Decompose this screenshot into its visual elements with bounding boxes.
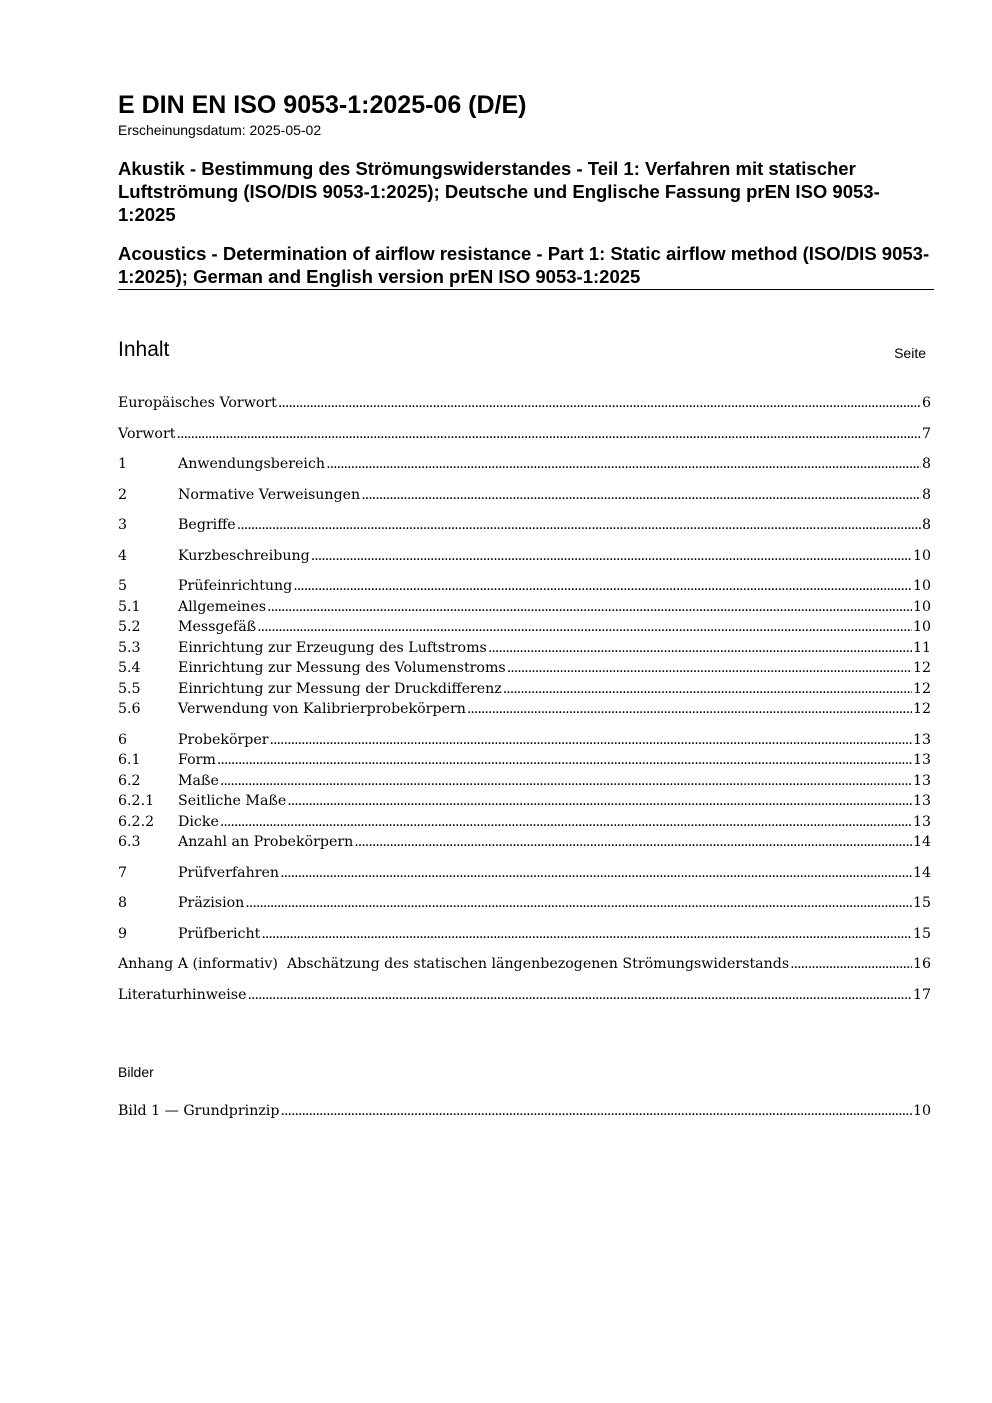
toc-entry-number: 5.2 — [118, 619, 141, 635]
toc-entry-label: Probekörper — [178, 731, 269, 748]
toc-entry-page: 10 — [912, 598, 931, 615]
toc-entry-page: 15 — [912, 925, 931, 942]
toc-entry-page: 17 — [912, 986, 931, 1003]
toc-entry[interactable] — [118, 924, 931, 945]
toc-entry-page: 13 — [912, 731, 931, 748]
toc-leader-dots — [503, 679, 912, 700]
toc-entry-page: 13 — [912, 793, 931, 809]
toc-entry-label: Präzision — [178, 895, 245, 911]
toc-entry-page: 12 — [912, 680, 931, 697]
toc-entry[interactable] — [118, 597, 931, 618]
toc-entry[interactable] — [118, 546, 931, 567]
toc-entry[interactable] — [118, 730, 931, 751]
toc-leader-dots — [278, 393, 921, 414]
toc-entry-page: 13 — [912, 772, 931, 789]
toc-leader-dots — [176, 424, 921, 445]
toc-entry-label: Literaturhinweise — [118, 986, 247, 1003]
toc-entry-page: 8 — [921, 456, 931, 472]
toc-entry-number: 3 — [118, 517, 128, 533]
toc-leader-dots — [257, 617, 912, 638]
toc-entry[interactable] — [118, 812, 931, 833]
toc-entry-page: 11 — [912, 639, 931, 656]
toc-leader-dots — [488, 638, 912, 659]
toc-entry-label: Prüfverfahren — [178, 864, 280, 881]
toc-entry-label: Vorwort — [118, 425, 176, 442]
toc-leader-dots — [790, 954, 912, 975]
toc-entry-label: Anhang A (informativ) Abschätzung des statischen längenbezogenen Strömungswiderstands — [118, 956, 790, 972]
toc-leader-dots — [326, 454, 921, 475]
toc-entry-label: Verwendung von Kalibrierprobekörpern — [178, 701, 466, 717]
toc-entry-number: 7 — [118, 864, 128, 881]
toc-entry-label: Prüfbericht — [178, 925, 261, 942]
toc-leader-dots — [247, 985, 911, 1006]
toc-leader-dots — [293, 576, 912, 597]
toc-entry-label: Form — [178, 752, 216, 768]
toc-entry-number: 8 — [118, 895, 128, 911]
toc-entry-page: 14 — [912, 834, 931, 850]
toc-entry-page: 14 — [912, 864, 931, 881]
toc-entry-page: 10 — [912, 547, 931, 564]
toc-entry[interactable] — [118, 699, 931, 720]
toc-heading-row — [118, 338, 926, 366]
toc-entry-page: 12 — [912, 660, 931, 676]
toc-entry-number: 5.1 — [118, 598, 141, 615]
toc-leader-dots — [507, 658, 912, 679]
toc-entry-label: Prüfeinrichtung — [178, 578, 293, 594]
toc-entry-page: 7 — [921, 425, 931, 442]
toc-entry-label: Einrichtung zur Messung des Volumenstroms — [178, 660, 506, 676]
toc-entry[interactable] — [118, 863, 931, 884]
toc-entry-label: Begriffe — [178, 517, 236, 533]
toc-entry-label: Dicke — [178, 813, 219, 830]
toc-entry[interactable] — [118, 679, 931, 700]
toc-entry[interactable] — [118, 750, 931, 771]
toc-entry[interactable] — [118, 454, 931, 475]
toc-entry-page: 13 — [912, 752, 931, 768]
toc-entry[interactable] — [118, 985, 931, 1006]
toc-entry-number: 2 — [118, 486, 128, 503]
toc-entry[interactable] — [118, 485, 931, 506]
toc-entry[interactable] — [118, 515, 931, 536]
toc-entry[interactable] — [118, 393, 931, 414]
toc-entry[interactable] — [118, 617, 931, 638]
list-of-figures — [118, 1101, 931, 1122]
toc-leader-dots — [280, 1101, 912, 1122]
toc-entry-number: 5.6 — [118, 701, 141, 717]
toc-leader-dots — [467, 699, 912, 720]
toc-entry-number: 6.2.2 — [118, 813, 155, 830]
toc-leader-dots — [220, 771, 912, 792]
toc-entry-label: Maße — [178, 772, 219, 789]
toc-entry-page: 16 — [912, 956, 931, 972]
toc-page-label: Seite — [894, 345, 926, 361]
toc-entry-label: Einrichtung zur Erzeugung des Luftstroms — [178, 639, 487, 656]
toc-entry-label: Allgemeines — [178, 598, 266, 615]
toc-leader-dots — [270, 730, 912, 751]
toc-entry-label: Anwendungsbereich — [178, 456, 326, 472]
toc-entry-number: 5.5 — [118, 680, 141, 697]
toc-entry-label: Normative Verweisungen — [178, 486, 361, 503]
toc-entry[interactable] — [118, 893, 931, 914]
toc-entry[interactable] — [118, 658, 931, 679]
toc-leader-dots — [217, 750, 912, 771]
figure-entry-page: 10 — [912, 1103, 931, 1119]
toc-entry-number: 6.2 — [118, 772, 141, 789]
toc-entry-label: Einrichtung zur Messung der Druckdifferenz — [178, 680, 502, 697]
standard-number: E DIN EN ISO 9053-1:2025-06 (D/E) — [118, 91, 527, 119]
toc-entry[interactable] — [118, 791, 931, 812]
toc-entry-page: 12 — [912, 701, 931, 717]
publication-date: Erscheinungsdatum: 2025-05-02 — [118, 122, 322, 138]
toc-entry-label: Kurzbeschreibung — [178, 547, 310, 564]
toc-entry-number: 6.3 — [118, 834, 141, 850]
figure-entry-label: Bild 1 — Grundprinzip — [118, 1103, 280, 1119]
toc-entry-number: 5 — [118, 578, 128, 594]
toc-entry[interactable] — [118, 954, 931, 975]
toc-entry-label: Messgefäß — [178, 619, 257, 635]
toc-entry[interactable] — [118, 576, 931, 597]
toc-leader-dots — [220, 812, 912, 833]
toc-entry[interactable] — [118, 771, 931, 792]
toc-entry-number: 1 — [118, 456, 128, 472]
figure-entry[interactable] — [118, 1101, 931, 1122]
toc-title: Inhalt — [118, 338, 170, 361]
toc-entry[interactable] — [118, 638, 931, 659]
toc-leader-dots — [237, 515, 921, 536]
toc-entry-number: 9 — [118, 925, 128, 942]
toc-leader-dots — [245, 893, 912, 914]
toc-entry-page: 6 — [921, 395, 931, 411]
toc-entry-page: 8 — [921, 517, 931, 533]
table-of-contents — [118, 393, 931, 1005]
toc-entry-number: 6.1 — [118, 752, 141, 768]
toc-entry-page: 15 — [912, 895, 931, 911]
title-english: Acoustics - Determination of airflow resistance - Part 1: Static airflow method (ISO/DIS 9053-1:2025); German and English version prEN ISO 9053-1:2025 — [118, 242, 934, 290]
toc-leader-dots — [287, 791, 912, 812]
toc-entry-number: 6.2.1 — [118, 793, 155, 809]
toc-entry-number: 5.4 — [118, 660, 141, 676]
toc-entry-label: Europäisches Vorwort — [118, 395, 277, 411]
toc-entry-page: 10 — [912, 619, 931, 635]
toc-leader-dots — [361, 485, 921, 506]
toc-entry-number: 5.3 — [118, 639, 141, 656]
toc-leader-dots — [280, 863, 912, 884]
toc-leader-dots — [267, 597, 912, 618]
title-german: Akustik - Bestimmung des Strömungswiderstandes - Teil 1: Verfahren mit statischer Luftströmung (ISO/DIS 9053-1:2025); Deutsche und Englische Fassung prEN ISO 9053-1:2025 — [118, 158, 880, 225]
document-header — [118, 90, 934, 290]
toc-leader-dots — [261, 924, 912, 945]
toc-entry-label: Anzahl an Probekörpern — [178, 834, 354, 850]
toc-entry[interactable] — [118, 424, 931, 445]
toc-entry-number: 4 — [118, 547, 128, 564]
figures-heading: Bilder — [118, 1064, 154, 1080]
toc-entry-page: 10 — [912, 578, 931, 594]
toc-entry-label: Seitliche Maße — [178, 793, 287, 809]
toc-leader-dots — [354, 832, 912, 853]
toc-entry-page: 8 — [921, 486, 931, 503]
toc-entry-page: 13 — [912, 813, 931, 830]
toc-entry-number: 6 — [118, 731, 128, 748]
toc-leader-dots — [311, 546, 912, 567]
toc-entry[interactable] — [118, 832, 931, 853]
